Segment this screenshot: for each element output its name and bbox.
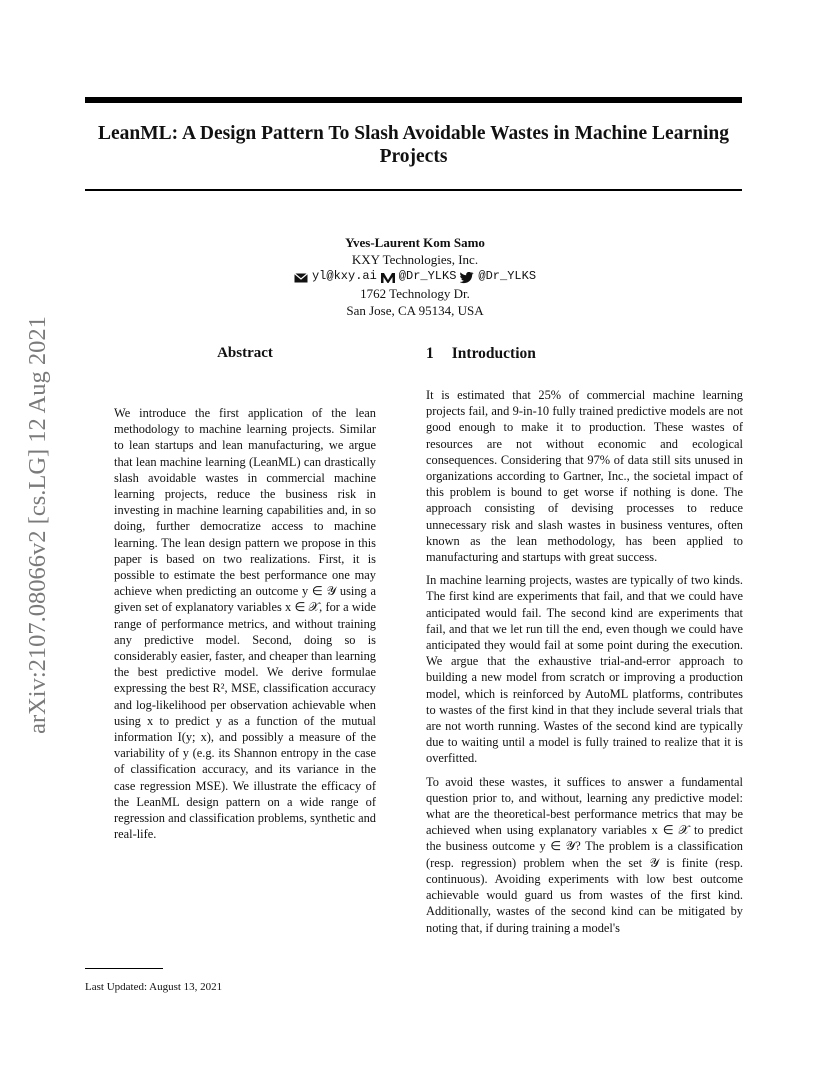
author-name: Yves-Laurent Kom Samo xyxy=(345,235,485,250)
title-top-rule xyxy=(85,97,742,103)
introduction-body xyxy=(426,387,743,943)
section-number: 1 xyxy=(426,345,434,362)
footnote-last-updated: Last Updated: August 13, 2021 xyxy=(85,981,223,993)
twitter-icon xyxy=(460,271,474,283)
author-medium-handle[interactable]: @Dr_YLKS xyxy=(398,269,457,283)
intro-paragraph: In machine learning projects, wastes are typically of two kinds. The first kind are experiments that fail, and that we could have anticipated would fail. The second kind are experiments that fail, and that we let run till the end, even though we could have anticipated they would fail at some point during the execution. We argue that the exhaustive trial-and-error approach to building a new model from scratch or improving a production model, which is reinforced by AutoML platforms, contributes to wastes of the first kind in that they include several trials that are not worth running. Wastes of the second kind are typically due to waiting until a model is fully trained to realize that it is overfitted. xyxy=(426,573,743,766)
section-title: Introduction xyxy=(451,345,536,362)
intro-paragraph: It is estimated that 25% of commercial machine learning projects fail, and 9-in-10 fully trained predictive models are not good enough to make it to production. These wastes of resources are not without economic and ecological consequences. Considering that 97% of data still sits unused in organizations according to Gartner, Inc., the societal impact of this problem is bound to get worse if nothing is done. The approach consisting of devising processes to reduce unnecessary risk and slash wastes in business ventures, often known as the lean methodology, has been applied to manufacturing and startups with great success. xyxy=(426,388,743,565)
intro-paragraph: To avoid these wastes, it suffices to answer a fundamental question prior to, and without, learning any predictive model: what are the theoretical-best performance metrics that may be achieved when using explanatory variables x ∈ 𝒳 to predict the business outcome y ∈ 𝒴? The problem is a classification (resp. regression) problem when the set 𝒴 is finite (resp. continuous). Avoiding experiments with low best outcome achievable would guard us from wastes of the first kind. Additionally, wastes of the second kind can be mitigated by noting that, if during training a model's xyxy=(426,774,743,935)
section-heading xyxy=(426,345,536,363)
envelope-icon xyxy=(294,271,308,283)
author-twitter-handle[interactable]: @Dr_YLKS xyxy=(478,269,537,283)
author-email[interactable]: yl@kxy.ai xyxy=(311,269,377,283)
footnote-rule xyxy=(85,968,163,969)
paper-title: LeanML: A Design Pattern To Slash Avoidable Wastes in Machine Learning Projects xyxy=(98,123,729,167)
author-contact xyxy=(200,268,630,285)
arxiv-sidebar xyxy=(8,290,68,760)
author-address-line2: San Jose, CA 95134, USA xyxy=(346,303,484,318)
abstract-text: We introduce the first application of the lean methodology to machine learning projects. Similar to lean startups and lean manufacturing, we argue that lean machine learning (LeanML) can drastically slash avoidable wastes in commercial machine learning projects, reduce the business risk in investing in machine learning capabilities and, in so doing, further democratize access to machine learning. The lean design pattern we propose in this paper is based on two realizations. First, it is possible to estimate the best performance one may achieve when predicting an outcome y ∈ 𝒴 using a given set of explanatory variables x ∈ 𝒳, for a wide range of performance metrics, and without training any predictive model. Second, doing so is considerably easier, faster, and cheaper than learning the best predictive model. We derive formulae expressing the best R², MSE, classification accuracy and log-likelihood per observation achievable when using x to predict y as a function of the mutual information I(y; x), and possibly a measure of the variability of y (e.g. its Shannon entropy in the case of classification accuracy, and its variance in the case regression MSE). We illustrate the efficacy of the LeanML design pattern on a wide range of regression and classification problems, synthetic and real-life. xyxy=(114,406,376,842)
title-bottom-rule xyxy=(85,189,742,191)
abstract-heading: Abstract xyxy=(217,345,273,361)
author-address-line1: 1762 Technology Dr. xyxy=(360,286,470,301)
author-block xyxy=(200,234,630,319)
author-affiliation: KXY Technologies, Inc. xyxy=(351,252,479,267)
arxiv-identifier[interactable]: arXiv:2107.08066v2 [cs.LG] 12 Aug 2021 xyxy=(24,316,51,734)
medium-icon xyxy=(381,271,395,283)
